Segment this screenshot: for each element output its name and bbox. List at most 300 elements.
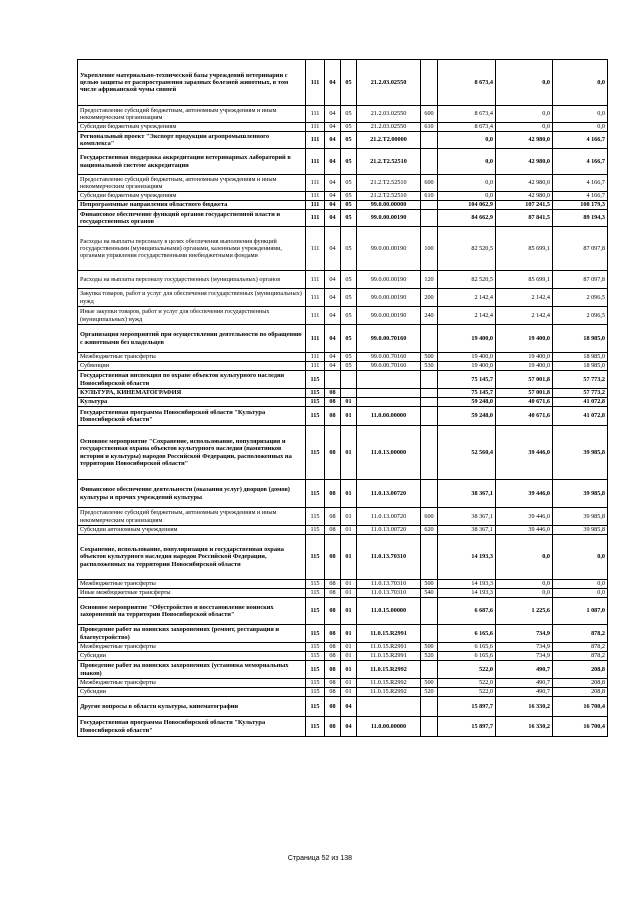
cell-subsection: 05 — [341, 149, 357, 175]
table-row — [78, 688, 608, 697]
cell-target-article — [357, 398, 421, 407]
cell-name: Предоставление субсидий бюджетным, автономным учреждениям и иным некоммерческим организациям — [78, 106, 306, 123]
cell-section: 04 — [325, 123, 341, 132]
cell-section: 08 — [325, 652, 341, 661]
cell-amount-1: 75 145,7 — [438, 371, 496, 389]
cell-expense-type: 530 — [421, 362, 438, 371]
cell-expense-type — [421, 426, 438, 480]
cell-amount-2: 734,9 — [496, 625, 553, 643]
cell-amount-3: 87 097,8 — [553, 271, 608, 289]
cell-expense-type — [421, 210, 438, 227]
cell-subsection: 01 — [341, 580, 357, 589]
cell-amount-1: 15 897,7 — [438, 697, 496, 717]
cell-expense-type: 600 — [421, 508, 438, 526]
cell-section: 04 — [325, 201, 341, 210]
cell-admin-code: 111 — [306, 210, 325, 227]
cell-section: 08 — [325, 508, 341, 526]
cell-section: 04 — [325, 353, 341, 362]
cell-amount-3: 208,8 — [553, 661, 608, 679]
cell-section: 08 — [325, 625, 341, 643]
cell-subsection: 01 — [341, 598, 357, 625]
table-row — [78, 271, 608, 289]
cell-amount-2: 85 699,1 — [496, 227, 553, 271]
cell-amount-3: 208,8 — [553, 688, 608, 697]
cell-amount-2: 2 142,4 — [496, 289, 553, 307]
cell-amount-1: 38 367,1 — [438, 480, 496, 508]
cell-amount-1: 8 673,4 — [438, 123, 496, 132]
cell-amount-3: 18 985,0 — [553, 353, 608, 362]
cell-section: 08 — [325, 679, 341, 688]
cell-target-article: 11.0.13.00720 — [357, 508, 421, 526]
cell-admin-code: 111 — [306, 307, 325, 325]
cell-amount-1: 6 165,6 — [438, 652, 496, 661]
cell-admin-code: 115 — [306, 426, 325, 480]
table-row — [78, 661, 608, 679]
cell-expense-type: 520 — [421, 652, 438, 661]
cell-subsection: 01 — [341, 407, 357, 426]
cell-admin-code: 115 — [306, 580, 325, 589]
cell-target-article: 11.0.13.70310 — [357, 535, 421, 580]
cell-expense-type: 240 — [421, 307, 438, 325]
cell-amount-1: 522,0 — [438, 688, 496, 697]
cell-section: 04 — [325, 227, 341, 271]
cell-section: 04 — [325, 210, 341, 227]
cell-section: 04 — [325, 175, 341, 192]
cell-target-article: 99.0.00.00000 — [357, 201, 421, 210]
cell-expense-type — [421, 325, 438, 353]
cell-subsection — [341, 389, 357, 398]
cell-amount-2: 16 330,2 — [496, 717, 553, 737]
cell-name: Предоставление субсидий бюджетным, автономным учреждениям и иным некоммерческим организациям — [78, 175, 306, 192]
cell-name: Основное мероприятие "Сохранение, использование, популяризация и государственная охрана объектов культурного наследия (памятников истории и культуры) народов Российской Федерации, расположенных на территории Новосибирской области" — [78, 426, 306, 480]
cell-section: 04 — [325, 307, 341, 325]
cell-target-article: 99.0.00.00190 — [357, 271, 421, 289]
cell-expense-type: 500 — [421, 580, 438, 589]
cell-admin-code: 115 — [306, 625, 325, 643]
cell-amount-2: 0,0 — [496, 60, 553, 106]
cell-section: 08 — [325, 661, 341, 679]
cell-target-article: 11.0.13.70310 — [357, 580, 421, 589]
cell-subsection: 05 — [341, 175, 357, 192]
table-row — [78, 652, 608, 661]
cell-admin-code: 115 — [306, 679, 325, 688]
cell-subsection: 01 — [341, 589, 357, 598]
cell-amount-2: 42 980,0 — [496, 149, 553, 175]
cell-amount-2: 39 446,0 — [496, 526, 553, 535]
table-row — [78, 201, 608, 210]
table-row — [78, 60, 608, 106]
cell-section: 08 — [325, 480, 341, 508]
cell-amount-3: 0,0 — [553, 580, 608, 589]
cell-subsection: 05 — [341, 353, 357, 362]
cell-target-article: 21.2.03.02550 — [357, 123, 421, 132]
cell-amount-2: 39 446,0 — [496, 426, 553, 480]
cell-admin-code: 111 — [306, 201, 325, 210]
cell-amount-2: 40 671,6 — [496, 398, 553, 407]
cell-section: 04 — [325, 60, 341, 106]
budget-table — [77, 59, 608, 737]
cell-subsection: 01 — [341, 652, 357, 661]
cell-amount-3: 0,0 — [553, 535, 608, 580]
cell-target-article: 21.2.T2.00000 — [357, 132, 421, 149]
cell-name: Расходы на выплаты персоналу государственных (муниципальных) органов — [78, 271, 306, 289]
cell-amount-1: 15 897,7 — [438, 717, 496, 737]
cell-name: Субсидии бюджетным учреждениям — [78, 123, 306, 132]
cell-section — [325, 371, 341, 389]
cell-amount-2: 16 330,2 — [496, 697, 553, 717]
cell-target-article — [357, 389, 421, 398]
cell-target-article: 11.0.15.R2992 — [357, 661, 421, 679]
cell-amount-1: 522,0 — [438, 679, 496, 688]
cell-amount-3: 878,2 — [553, 643, 608, 652]
cell-section: 08 — [325, 697, 341, 717]
cell-amount-3: 208,8 — [553, 679, 608, 688]
cell-amount-3: 41 072,8 — [553, 398, 608, 407]
cell-amount-1: 0,0 — [438, 175, 496, 192]
cell-amount-3: 89 194,3 — [553, 210, 608, 227]
cell-admin-code: 115 — [306, 508, 325, 526]
cell-subsection: 05 — [341, 60, 357, 106]
cell-amount-1: 6 165,6 — [438, 625, 496, 643]
cell-admin-code: 115 — [306, 688, 325, 697]
cell-section: 04 — [325, 289, 341, 307]
cell-section: 08 — [325, 717, 341, 737]
table-row — [78, 175, 608, 192]
cell-section: 04 — [325, 106, 341, 123]
cell-name: Другие вопросы в области культуры, кинематографии — [78, 697, 306, 717]
cell-expense-type: 600 — [421, 106, 438, 123]
cell-target-article: 11.0.15.R2991 — [357, 652, 421, 661]
cell-name: Субсидии автономным учреждениям — [78, 526, 306, 535]
cell-target-article: 99.0.00.00190 — [357, 307, 421, 325]
table-row — [78, 508, 608, 526]
cell-amount-2: 42 980,0 — [496, 132, 553, 149]
cell-amount-1: 104 062,9 — [438, 201, 496, 210]
cell-amount-2: 1 225,6 — [496, 598, 553, 625]
cell-amount-1: 2 142,4 — [438, 307, 496, 325]
table-row — [78, 362, 608, 371]
cell-expense-type: 200 — [421, 289, 438, 307]
cell-target-article: 21.2.03.02550 — [357, 60, 421, 106]
cell-amount-2: 19 400,0 — [496, 362, 553, 371]
cell-admin-code: 111 — [306, 106, 325, 123]
cell-expense-type — [421, 389, 438, 398]
cell-name: Иные межбюджетные трансферты — [78, 589, 306, 598]
cell-target-article: 11.0.15.R2992 — [357, 688, 421, 697]
budget-table-body — [78, 60, 608, 737]
cell-admin-code: 115 — [306, 389, 325, 398]
table-row — [78, 625, 608, 643]
cell-name: Проведение работ на воинских захоронениях (ремонт, реставрация и благоустройство) — [78, 625, 306, 643]
cell-admin-code: 115 — [306, 661, 325, 679]
cell-amount-3: 108 179,3 — [553, 201, 608, 210]
table-row — [78, 210, 608, 227]
table-row — [78, 526, 608, 535]
cell-name: Организация мероприятий при осуществлении деятельности по обращению с животными без владельцев — [78, 325, 306, 353]
cell-target-article: 11.0.15.R2992 — [357, 679, 421, 688]
cell-expense-type: 540 — [421, 589, 438, 598]
cell-admin-code: 115 — [306, 652, 325, 661]
cell-name: Непрограммные направления областного бюджета — [78, 201, 306, 210]
cell-target-article: 11.0.13.00720 — [357, 526, 421, 535]
cell-target-article: 21.2.T2.52510 — [357, 192, 421, 201]
table-row — [78, 149, 608, 175]
cell-expense-type — [421, 371, 438, 389]
cell-expense-type — [421, 480, 438, 508]
cell-amount-1: 6 687,6 — [438, 598, 496, 625]
cell-amount-3: 18 985,0 — [553, 362, 608, 371]
cell-name: Финансовое обеспечение функций органов государственной власти и государственных органов — [78, 210, 306, 227]
cell-name: Государственная программа Новосибирской области "Культура Новосибирской области" — [78, 407, 306, 426]
cell-name: Проведение работ на воинских захоронениях (установка мемориальных знаков) — [78, 661, 306, 679]
cell-subsection: 01 — [341, 643, 357, 652]
cell-name: Укрепление материально-технической базы учреждений ветеринарии с целью защиты от распространения заразных болезней животных, в том числе африканской чумы свиней — [78, 60, 306, 106]
cell-amount-1: 59 248,0 — [438, 407, 496, 426]
cell-amount-1: 19 400,0 — [438, 362, 496, 371]
cell-subsection: 05 — [341, 362, 357, 371]
cell-amount-2: 57 001,8 — [496, 371, 553, 389]
cell-amount-2: 39 446,0 — [496, 508, 553, 526]
cell-amount-2: 2 142,4 — [496, 307, 553, 325]
cell-subsection: 01 — [341, 480, 357, 508]
cell-amount-2: 0,0 — [496, 535, 553, 580]
cell-amount-1: 14 193,3 — [438, 535, 496, 580]
cell-target-article — [357, 697, 421, 717]
cell-amount-3: 1 087,0 — [553, 598, 608, 625]
cell-amount-3: 4 166,7 — [553, 192, 608, 201]
cell-subsection: 05 — [341, 201, 357, 210]
cell-name: Закупка товаров, работ и услуг для обеспечения государственных (муниципальных) нужд — [78, 289, 306, 307]
cell-admin-code: 115 — [306, 643, 325, 652]
cell-section: 04 — [325, 325, 341, 353]
cell-target-article: 99.0.00.00190 — [357, 289, 421, 307]
cell-admin-code: 111 — [306, 289, 325, 307]
cell-expense-type: 600 — [421, 175, 438, 192]
cell-admin-code: 115 — [306, 480, 325, 508]
cell-subsection: 05 — [341, 106, 357, 123]
cell-amount-1: 75 145,7 — [438, 389, 496, 398]
cell-name: Государственная инспекция по охране объектов культурного наследия Новосибирской области — [78, 371, 306, 389]
table-row — [78, 407, 608, 426]
cell-name: Культура — [78, 398, 306, 407]
table-row — [78, 598, 608, 625]
cell-amount-3: 41 072,8 — [553, 407, 608, 426]
cell-amount-1: 14 193,3 — [438, 589, 496, 598]
cell-amount-1: 6 165,6 — [438, 643, 496, 652]
cell-name: Субсидии — [78, 652, 306, 661]
cell-section: 08 — [325, 688, 341, 697]
table-row — [78, 643, 608, 652]
cell-amount-2: 39 446,0 — [496, 480, 553, 508]
cell-amount-3: 16 700,4 — [553, 717, 608, 737]
cell-amount-1: 0,0 — [438, 149, 496, 175]
table-row — [78, 106, 608, 123]
table-row — [78, 580, 608, 589]
cell-amount-3: 0,0 — [553, 123, 608, 132]
cell-amount-1: 19 400,0 — [438, 353, 496, 362]
cell-amount-3: 4 166,7 — [553, 149, 608, 175]
cell-name: Финансовое обеспечение деятельности (оказания услуг) дворцов (домов) культуры и прочих учреждений культуры — [78, 480, 306, 508]
cell-name: Субсидии — [78, 688, 306, 697]
cell-target-article: 11.0.13.70310 — [357, 589, 421, 598]
cell-amount-3: 4 166,7 — [553, 132, 608, 149]
cell-section: 04 — [325, 149, 341, 175]
cell-target-article: 21.2.T2.52510 — [357, 149, 421, 175]
cell-amount-2: 40 671,6 — [496, 407, 553, 426]
table-row — [78, 325, 608, 353]
cell-amount-3: 0,0 — [553, 589, 608, 598]
cell-section: 08 — [325, 426, 341, 480]
cell-expense-type — [421, 697, 438, 717]
cell-target-article: 99.0.00.70160 — [357, 353, 421, 362]
cell-expense-type — [421, 60, 438, 106]
table-row — [78, 227, 608, 271]
cell-amount-1: 0,0 — [438, 132, 496, 149]
cell-expense-type: 610 — [421, 123, 438, 132]
cell-amount-3: 39 985,8 — [553, 426, 608, 480]
table-row — [78, 123, 608, 132]
cell-expense-type: 620 — [421, 526, 438, 535]
table-row — [78, 398, 608, 407]
cell-section: 08 — [325, 389, 341, 398]
cell-subsection: 01 — [341, 535, 357, 580]
cell-amount-3: 0,0 — [553, 60, 608, 106]
cell-admin-code: 111 — [306, 227, 325, 271]
cell-subsection: 01 — [341, 625, 357, 643]
cell-amount-1: 522,0 — [438, 661, 496, 679]
cell-expense-type — [421, 535, 438, 580]
cell-subsection: 01 — [341, 398, 357, 407]
cell-amount-1: 19 400,0 — [438, 325, 496, 353]
cell-amount-2: 0,0 — [496, 106, 553, 123]
cell-admin-code: 111 — [306, 123, 325, 132]
cell-target-article: 11.0.15.R2991 — [357, 625, 421, 643]
cell-amount-2: 42 980,0 — [496, 192, 553, 201]
cell-expense-type: 610 — [421, 192, 438, 201]
cell-expense-type: 120 — [421, 271, 438, 289]
cell-target-article: 21.2.T2.52510 — [357, 175, 421, 192]
cell-amount-3: 2 096,5 — [553, 307, 608, 325]
cell-name: Субвенции — [78, 362, 306, 371]
table-row — [78, 289, 608, 307]
cell-amount-2: 490,7 — [496, 661, 553, 679]
cell-name: Субсидии бюджетным учреждениям — [78, 192, 306, 201]
table-row — [78, 535, 608, 580]
cell-subsection: 05 — [341, 325, 357, 353]
cell-expense-type — [421, 717, 438, 737]
table-row — [78, 371, 608, 389]
cell-amount-3: 57 773,2 — [553, 389, 608, 398]
cell-subsection — [341, 371, 357, 389]
cell-section: 08 — [325, 398, 341, 407]
cell-amount-2: 87 841,5 — [496, 210, 553, 227]
cell-amount-2: 57 001,8 — [496, 389, 553, 398]
cell-expense-type: 100 — [421, 227, 438, 271]
table-row — [78, 353, 608, 362]
cell-subsection: 05 — [341, 123, 357, 132]
cell-section: 04 — [325, 192, 341, 201]
cell-section: 04 — [325, 132, 341, 149]
cell-expense-type: 500 — [421, 679, 438, 688]
cell-subsection: 01 — [341, 426, 357, 480]
cell-admin-code: 111 — [306, 362, 325, 371]
cell-admin-code: 115 — [306, 535, 325, 580]
cell-amount-3: 39 985,8 — [553, 508, 608, 526]
cell-name: КУЛЬТУРА, КИНЕМАТОГРАФИЯ — [78, 389, 306, 398]
cell-amount-1: 2 142,4 — [438, 289, 496, 307]
table-row — [78, 589, 608, 598]
cell-amount-3: 87 097,8 — [553, 227, 608, 271]
cell-admin-code: 115 — [306, 598, 325, 625]
cell-expense-type — [421, 398, 438, 407]
cell-admin-code: 115 — [306, 371, 325, 389]
cell-name: Расходы на выплаты персоналу в целях обеспечения выполнения функций государственными (муниципальными) органами, казенными учреждениями, органами управления государственными внебюджетными фондами — [78, 227, 306, 271]
cell-amount-3: 16 700,4 — [553, 697, 608, 717]
cell-admin-code: 111 — [306, 175, 325, 192]
table-row — [78, 480, 608, 508]
cell-admin-code: 111 — [306, 325, 325, 353]
cell-admin-code: 115 — [306, 407, 325, 426]
cell-subsection: 05 — [341, 289, 357, 307]
cell-amount-2: 490,7 — [496, 688, 553, 697]
cell-target-article: 21.2.03.02550 — [357, 106, 421, 123]
cell-target-article — [357, 371, 421, 389]
cell-name: Региональный проект "Экспорт продукции агропромышленного комплекса" — [78, 132, 306, 149]
cell-amount-2: 42 980,0 — [496, 175, 553, 192]
cell-amount-1: 0,0 — [438, 192, 496, 201]
cell-amount-2: 490,7 — [496, 679, 553, 688]
cell-target-article: 99.0.00.00190 — [357, 227, 421, 271]
cell-amount-3: 57 773,2 — [553, 371, 608, 389]
cell-admin-code: 115 — [306, 717, 325, 737]
table-row — [78, 717, 608, 737]
cell-amount-1: 84 662,9 — [438, 210, 496, 227]
cell-amount-2: 0,0 — [496, 580, 553, 589]
cell-subsection: 04 — [341, 717, 357, 737]
cell-amount-1: 14 193,3 — [438, 580, 496, 589]
cell-subsection: 01 — [341, 508, 357, 526]
cell-section: 08 — [325, 598, 341, 625]
cell-target-article: 99.0.00.00190 — [357, 210, 421, 227]
cell-amount-1: 38 367,1 — [438, 526, 496, 535]
cell-name: Сохранение, использование, популяризация и государственная охрана объектов культурного наследия народов Российской Федерации, расположенных на территории Новосибирской области — [78, 535, 306, 580]
cell-amount-1: 52 560,4 — [438, 426, 496, 480]
cell-amount-1: 38 367,1 — [438, 508, 496, 526]
cell-expense-type — [421, 201, 438, 210]
cell-amount-1: 8 673,4 — [438, 106, 496, 123]
cell-admin-code: 111 — [306, 353, 325, 362]
cell-expense-type — [421, 625, 438, 643]
cell-section: 04 — [325, 362, 341, 371]
cell-amount-1: 59 248,0 — [438, 398, 496, 407]
cell-expense-type: 500 — [421, 643, 438, 652]
table-row — [78, 192, 608, 201]
cell-amount-3: 39 985,8 — [553, 480, 608, 508]
cell-target-article: 99.0.00.70160 — [357, 325, 421, 353]
cell-name: Межбюджетные трансферты — [78, 643, 306, 652]
cell-amount-3: 0,0 — [553, 106, 608, 123]
cell-amount-2: 19 400,0 — [496, 353, 553, 362]
cell-expense-type — [421, 661, 438, 679]
cell-admin-code: 111 — [306, 192, 325, 201]
cell-target-article: 99.0.00.70160 — [357, 362, 421, 371]
cell-name: Предоставление субсидий бюджетным, автономным учреждениям и иным некоммерческим организациям — [78, 508, 306, 526]
cell-name: Основное мероприятие "Обустройство и восстановление воинских захоронений на территории Новосибирской области" — [78, 598, 306, 625]
cell-subsection: 05 — [341, 210, 357, 227]
cell-section: 08 — [325, 580, 341, 589]
cell-amount-3: 2 096,5 — [553, 289, 608, 307]
cell-target-article: 11.0.15.R2991 — [357, 643, 421, 652]
